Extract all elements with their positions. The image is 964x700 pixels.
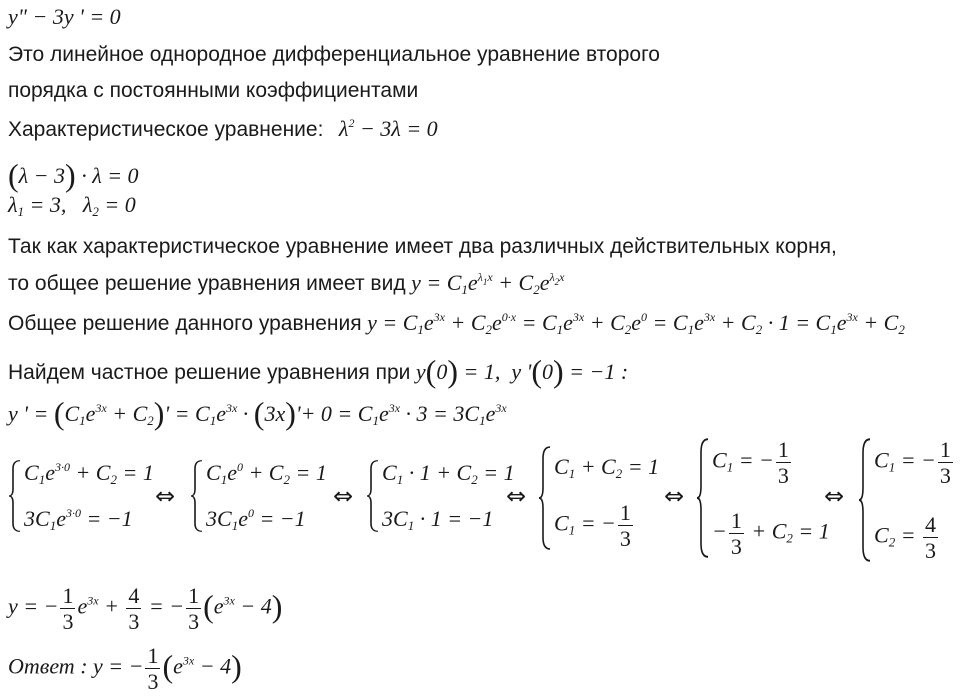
equiv-arrow-icon: ⇔ xyxy=(155,482,176,510)
equiv-arrow-icon: ⇔ xyxy=(824,482,845,510)
description-line-1: Это линейное однородное дифференциальное уравнение второго xyxy=(8,43,660,66)
initial-conditions: y(0) = 1, y '(0) = −1 : xyxy=(415,353,629,389)
general-form xyxy=(8,270,565,297)
original-equation: y" − 3y ' = 0 xyxy=(8,4,121,29)
system-2-row-1: $C_1e^0 + C_2 = 1$ xyxy=(206,460,327,487)
brace-icon xyxy=(696,438,710,558)
system-1-row-2: $3C_1e^{3\cdot 0} = -1$ xyxy=(24,506,133,533)
description-line-3: Так как характеристическое уравнение имеет два различных действительных корня, xyxy=(8,235,837,258)
characteristic-label: Характеристическое уравнение: xyxy=(8,118,324,141)
system-6 xyxy=(858,438,955,562)
answer: Ответ : y = − $\frac{1}{3}$ $(e^{3x} - 4)$ xyxy=(8,643,242,695)
system-2-row-2: $3C_1e^0 = -1$ xyxy=(206,506,306,533)
system-5-row-1: $C_1$ = − $\frac{1}{3}$ xyxy=(712,437,789,489)
system-1-row-1: $C_1e^{3\cdot 0} + C_2 = 1$ xyxy=(24,460,154,487)
particular-label: Найдем частное решение уравнения при xyxy=(8,361,411,384)
general-form-math: $y = C_1e^{\lambda_1x} + C_2e^{\lambda_2x}$ xyxy=(411,270,565,297)
system-3 xyxy=(366,460,515,532)
factored-equation: (λ − 3) · λ = 0 xyxy=(8,157,139,193)
brace-icon xyxy=(366,460,380,532)
system-5 xyxy=(696,438,830,558)
system-4 xyxy=(538,446,659,550)
brace-icon xyxy=(858,438,872,562)
general-form-label: то общее решение уравнения имеет вид xyxy=(8,272,406,295)
system-4-row-1: $C_1 + C_2 = 1$ xyxy=(554,454,660,481)
characteristic-equation xyxy=(8,118,438,140)
equiv-arrow-icon: ⇔ xyxy=(664,482,685,510)
system-2 xyxy=(190,460,327,532)
derivative: y ' = $(C_1e^{3x} + C_2)' = C_1e^{3x} \cdot (3x)'+ 0 = C_1e^{3x} \cdot 3 = 3C_1e^{3x}$ xyxy=(8,395,507,431)
system-3-row-2: $3C_1 \cdot 1 = -1$ xyxy=(382,506,494,533)
system-4-row-2: $C_1$ = − $\frac{1}{3}$ xyxy=(554,499,631,551)
equiv-arrow-icon: ⇔ xyxy=(506,482,527,510)
system-6-row-2: $C_2$ = $\frac{4}{3}$ xyxy=(874,511,937,563)
brace-icon xyxy=(190,460,204,532)
brace-icon xyxy=(538,446,552,550)
brace-icon xyxy=(8,460,22,532)
particular-solution-intro xyxy=(8,352,629,389)
general-solution-label: Общее решение данного уравнения xyxy=(8,312,362,335)
system-5-row-2: − $\frac{1}{3}$ + $C_2 = 1$ xyxy=(712,507,830,559)
systems-chain xyxy=(0,438,964,568)
system-3-row-1: $C_1 \cdot 1 + C_2 = 1$ xyxy=(382,460,515,487)
general-solution xyxy=(8,310,905,337)
description-line-2: порядка с постоянными коэффициентами xyxy=(8,79,419,102)
general-solution-math: $y = C_1e^{3x} + C_2e^{0\cdot x} = C_1e^{3x} + C_2e^0 = C_1e^{3x} + C_2 \cdot 1 = C_1e^{3x} + C_2$ xyxy=(367,310,905,337)
roots: $\lambda_1 = 3$, $\lambda_2 = 0$ xyxy=(8,192,136,219)
characteristic-math: $\lambda^2 - 3\lambda = 0$ xyxy=(338,116,438,141)
answer-label: Ответ xyxy=(8,653,75,679)
system-6-row-1: $C_1$ = − $\frac{1}{3}$ xyxy=(874,437,951,489)
particular-solution: y = − $\frac{1}{3}$ $e^{3x}$ + $\frac{4}{3}$ = − $\frac{1}{3}$ $(e^{3x} - 4)$ xyxy=(8,583,283,635)
system-1 xyxy=(8,460,154,532)
equiv-arrow-icon: ⇔ xyxy=(333,482,354,510)
